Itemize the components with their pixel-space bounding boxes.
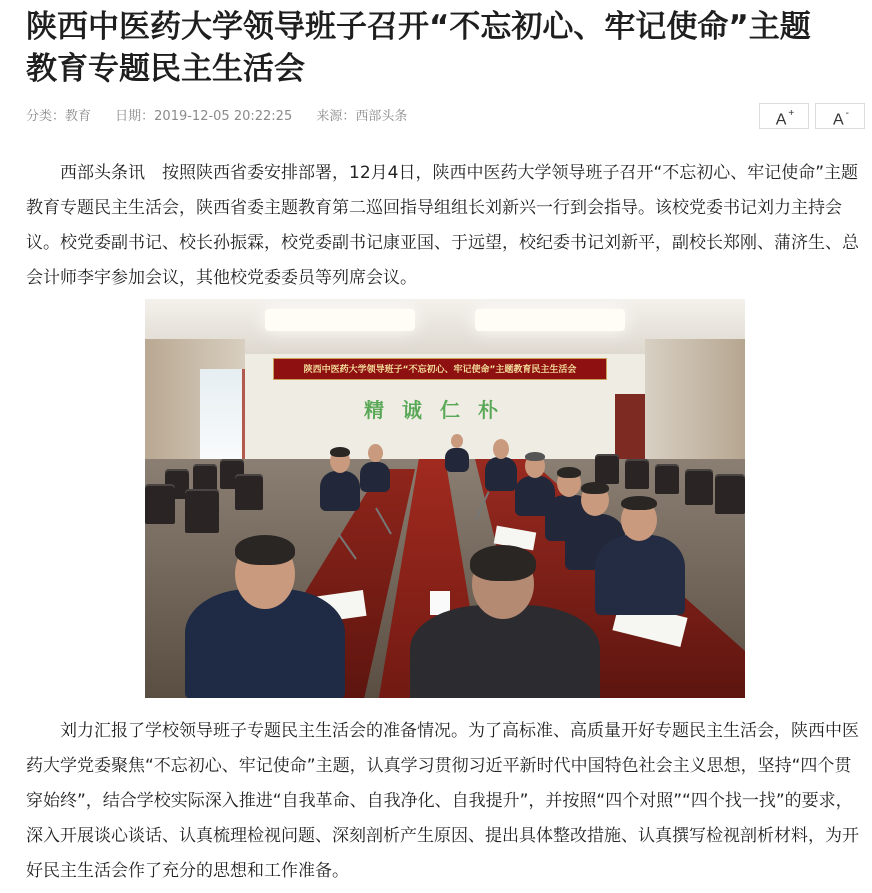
meta-date: 日期：2019-12-05 20:22:25 xyxy=(115,109,293,124)
photo-chair xyxy=(655,464,679,494)
photo-chair xyxy=(595,454,619,484)
article-paragraph: 刘力汇报了学校领导班子专题民主生活会的准备情况。为了高标准、高质量开好专题民主生活会，陕西中医药大学党委聚焦“不忘初心、牢记使命”主题，认真学习贯彻习近平新时代中国特色社会主义思想，坚持“四个贯穿始终”，结合学校实际深入推进“自我革命、自我净化、自我提升”，并按照“四个对照”“四个找一找”的要求，深入开展谈心谈话、认真梳理检视问题、深刻剖析产生原因、提出具体整改措施、认真撰写检视剖析材料，为开好民主生活会作了充分的思想和工作准备。 xyxy=(26,721,859,881)
photo-chair xyxy=(185,489,219,533)
font-decrease-label: A xyxy=(832,111,844,129)
photo-ceiling-light xyxy=(475,309,625,331)
meta-source: 来源：西部头条 xyxy=(316,109,408,124)
photo-banner: 陕西中医药大学领导班子“不忘初心、牢记使命”主题教育民主生活会 xyxy=(273,358,607,380)
article-paragraph: 西部头条讯 按照陕西省委安排部署，12月4日，陕西中医药大学领导班子召开“不忘初心、牢记使命”主题教育专题民主生活会，陕西省委主题教育第二巡回指导组组长刘新兴一行到会指导。该校党委书记刘力主持会议。校党委副书记、校长孙振霖，校党委副书记康亚国、于远望，校纪委书记刘新平，副校长郑刚、蒲济生、总会计师李宇参加会议，其他校党委委员等列席会议。 xyxy=(26,163,859,288)
article-meta xyxy=(26,108,427,126)
font-increase-mark: + xyxy=(788,108,795,119)
photo-motto: 精诚仁朴 xyxy=(364,398,516,422)
article-title: 陕西中医药大学领导班子召开“不忘初心、牢记使命”主题教育专题民主生活会 xyxy=(26,9,811,87)
photo-chair xyxy=(625,459,649,489)
font-increase-button[interactable] xyxy=(759,103,809,129)
photo-ceiling-light xyxy=(265,309,415,331)
photo-chair xyxy=(145,484,175,524)
photo-chair xyxy=(235,474,263,510)
photo-chair xyxy=(685,469,713,505)
meeting-photo xyxy=(145,299,745,698)
font-decrease-mark: - xyxy=(845,108,849,119)
font-increase-label: A xyxy=(775,111,787,129)
photo-chair xyxy=(715,474,745,514)
font-decrease-button[interactable] xyxy=(815,103,865,129)
meta-category: 分类：教育 xyxy=(26,109,92,124)
